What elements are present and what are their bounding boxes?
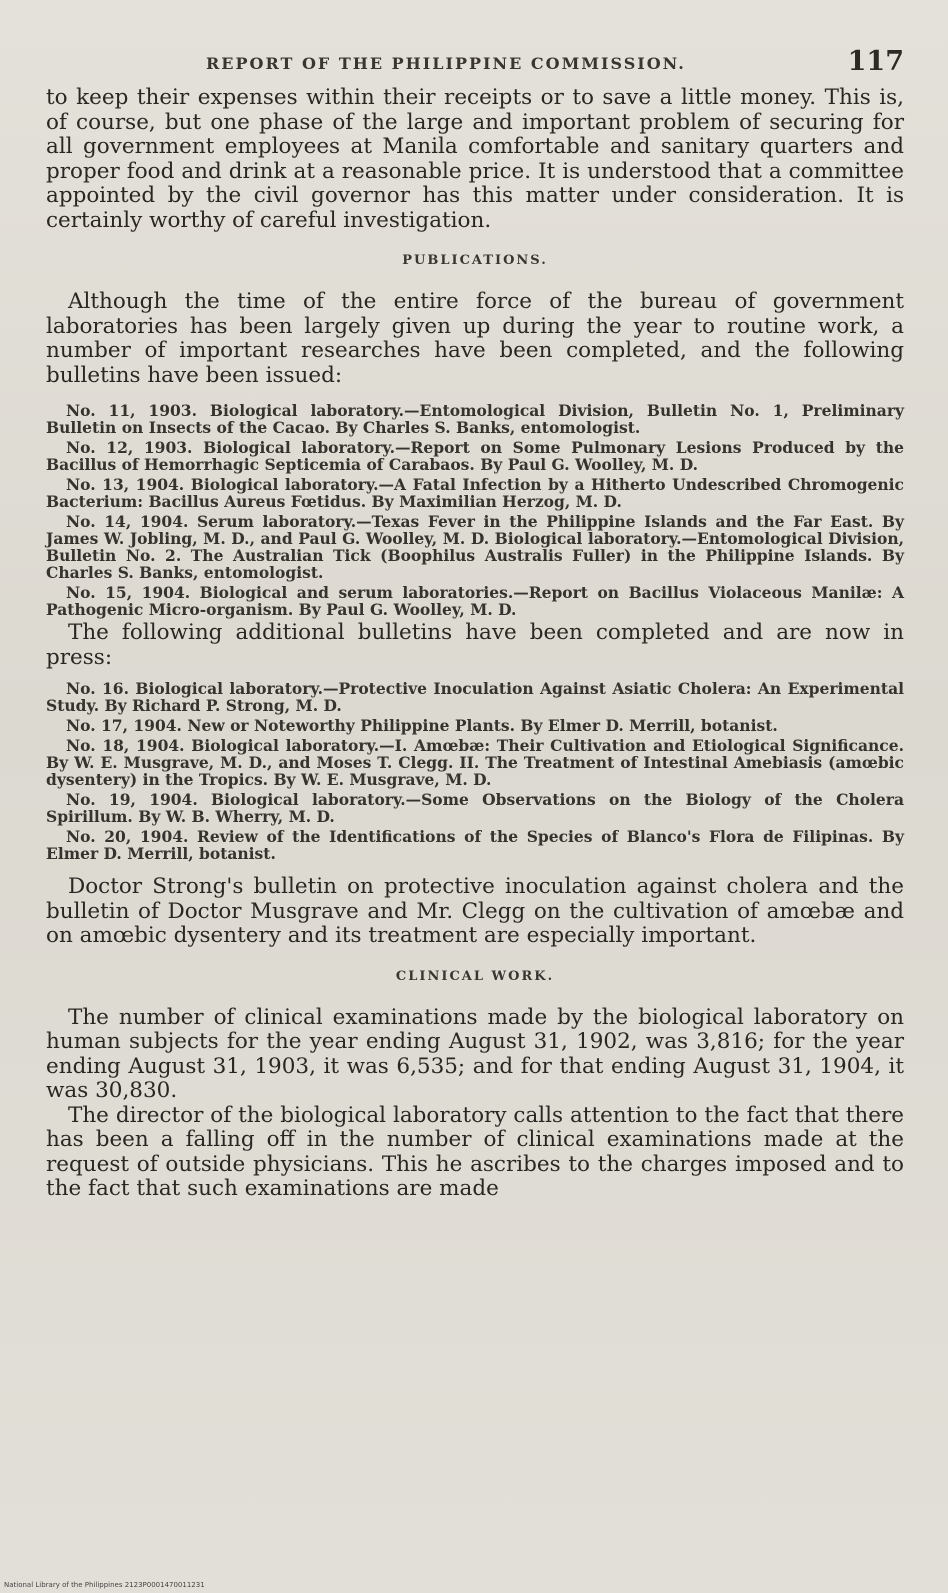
page-content	[46, 42, 904, 1202]
clinical-work-heading: CLINICAL WORK.	[395, 968, 555, 984]
bulletin-entry: No. 12, 1903. Biological laboratory.—Report on Some Pulmonary Lesions Produced by the Bacillus of Hemorrhagic Septicemia of Carabaos. By Paul G. Woolley, M. D.	[46, 438, 904, 474]
running-title: REPORT OF THE PHILIPPINE COMMISSION.	[206, 54, 686, 73]
intro-paragraph: to keep their expenses within their receipts or to save a little money. This is, of course, but one phase of the large and important problem of securing for all government employees at Manila comfortable and sanitary quarters and proper food and drink at a reasonable price. It is understood that a committee appointed by the civil governor has this matter under consideration. It is certainly worthy of careful investigation.	[46, 85, 904, 233]
bulletin-entry: No. 18, 1904. Biological laboratory.—I. Amœbæ: Their Cultivation and Etiological Significance. By W. E. Musgrave, M. D., and Moses T. Clegg. II. The Treatment of Intestinal Amebiasis (amœbic dysentery) in the Tropics. By W. E. Musgrave, M. D.	[46, 736, 904, 789]
bulletin-entry: No. 11, 1903. Biological laboratory.—Entomological Division, Bulletin No. 1, Preliminary Bulletin on Insects of the Cacao. By Charles S. Banks, entomologist.	[46, 401, 904, 437]
bulletin-entry: No. 17, 1904. New or Noteworthy Philippine Plants. By Elmer D. Merrill, botanist.	[66, 716, 778, 735]
issued-bulletins-list	[46, 402, 904, 618]
page-number: 117	[847, 46, 904, 77]
bulletin-entry: No. 14, 1904. Serum laboratory.—Texas Fever in the Philippine Islands and the Far East. By James W. Jobling, M. D., and Paul G. Woolley, M. D. Biological laboratory.—Entomological Division, Bulletin No. 2. The Australian Tick (Boophilus Australis Fuller) in the Philippine Islands. By Charles S. Banks, entomologist.	[46, 512, 904, 582]
bulletin-entry: No. 13, 1904. Biological laboratory.—A Fatal Infection by a Hitherto Undescribed Chromogenic Bacterium: Bacillus Aureus Fœtidus. By Maximilian Herzog, M. D.	[46, 475, 904, 511]
scan-credit: National Library of the Philippines 2123P0001470011231	[4, 1581, 205, 1589]
in-press-bulletins-list	[46, 680, 904, 862]
publications-closing: Doctor Strong's bulletin on protective inoculation against cholera and the bulletin of Doctor Musgrave and Mr. Clegg on the cultivation of amœbæ and on amœbic dysentery and its treatment are especially important.	[46, 874, 904, 948]
bulletin-entry: No. 19, 1904. Biological laboratory.—Some Observations on the Biology of the Cholera Spirillum. By W. B. Wherry, M. D.	[46, 790, 904, 826]
running-header	[46, 42, 904, 86]
clinical-paragraph: The number of clinical examinations made by the biological laboratory on human subjects for the year ending August 31, 1902, was 3,816; for the year ending August 31, 1903, it was 6,535; and for that ending August 31, 1904, it was 30,830.	[46, 1004, 904, 1103]
bulletin-entry: No. 20, 1904. Review of the Identifications of the Species of Blanco's Flora de Filipinas. By Elmer D. Merrill, botanist.	[46, 827, 904, 863]
publications-heading: PUBLICATIONS.	[402, 253, 548, 268]
bulletin-entry: No. 15, 1904. Biological and serum laboratories.—Report on Bacillus Violaceous Manilæ: A Pathogenic Micro-organism. By Paul G. Woolley, M. D.	[46, 583, 904, 619]
bulletin-entry: No. 16. Biological laboratory.—Protective Inoculation Against Asiatic Cholera: An Experimental Study. By Richard P. Strong, M. D.	[46, 679, 904, 715]
publications-intro: Although the time of the entire force of the bureau of government laboratories has been largely given up during the year to routine work, a number of important researches have been completed, and the following bulletins have been issued:	[46, 289, 904, 388]
in-press-intro: The following additional bulletins have been completed and are now in press:	[46, 620, 904, 670]
clinical-paragraph: The director of the biological laboratory calls attention to the fact that there has been a falling off in the number of clinical examinations made at the request of outside physicians. This he ascribes to the charges imposed and to the fact that such examinations are made	[46, 1102, 904, 1201]
